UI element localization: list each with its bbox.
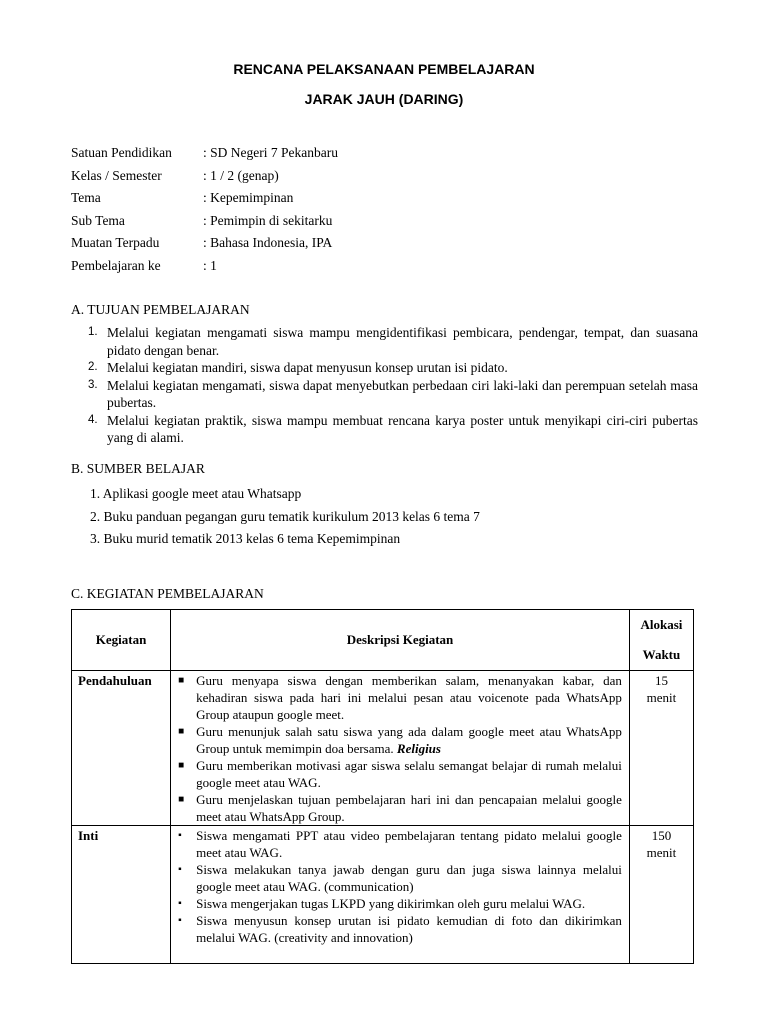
list-item: ▪ Siswa mengerjakan tugas LKPD yang dikirimkan oleh guru melalui WAG. [178, 896, 586, 911]
character-value: Religius [396, 741, 441, 756]
activity-steps [171, 827, 629, 946]
item-number: 4. [88, 413, 98, 426]
identity-label: Muatan Terpadu [71, 235, 160, 251]
bullet-square-icon: ▪ [178, 898, 182, 909]
item-number: 3. [88, 378, 98, 391]
section-a-heading: A. TUJUAN PEMBELAJARAN [71, 302, 250, 317]
list-item: 1. Aplikasi google meet atau Whatsapp [90, 486, 302, 501]
item-text: Melalui kegiatan mengamati siswa mampu mengidentifikasi pembicara, pendengar, tempat, dan suasana pidato dengan benar. [107, 325, 698, 358]
item-text: Melalui kegiatan mengamati, siswa dapat menyebutkan perbedaan ciri laki-laki dan perempuan setelah masa pubertas. [107, 377, 698, 410]
bullet-square-icon: ■ [178, 726, 185, 737]
header-waktu: Waktu [642, 647, 681, 662]
identity-value: : 1 / 2 (genap) [203, 167, 279, 183]
time-allocation: 150 menit [629, 826, 693, 964]
identity-value: : Kepemimpinan [203, 190, 294, 206]
identity-value: : 1 [203, 257, 217, 273]
bullet-square-icon: ▪ [178, 830, 182, 841]
list-item [88, 359, 698, 377]
section-b-heading: B. SUMBER BELAJAR [71, 461, 205, 476]
list-item: ■ Guru menjelaskan tujuan pembelajaran hari ini dan pencapaian melalui google meet atau WhatsApp Group. [178, 792, 622, 824]
identity-label: Kelas / Semester [71, 167, 162, 183]
bullet-square-icon: ■ [178, 794, 185, 805]
table-header-row [72, 610, 694, 671]
identity-row [71, 234, 338, 257]
bullet-square-icon: ■ [178, 675, 185, 686]
list-item: ■ Guru menunjuk salah satu siswa yang ada dalam google meet atau WhatsApp Group untuk memimpin doa bersama. Religius [178, 724, 622, 756]
list-item: 3. Buku murid tematik 2013 kelas 6 tema Kepemimpinan [90, 531, 401, 546]
activity-steps [171, 672, 629, 825]
bullet-square-icon: ▪ [178, 915, 182, 926]
list-item: 2. Buku panduan pegangan guru tematik kurikulum 2013 kelas 6 tema 7 [90, 508, 480, 524]
list-item [88, 412, 698, 447]
header-deskripsi: Deskripsi Kegiatan [171, 610, 630, 671]
section-c-heading: C. KEGIATAN PEMBELAJARAN [71, 586, 264, 601]
identity-label: Pembelajaran ke [71, 257, 161, 273]
identity-value: : Bahasa Indonesia, IPA [203, 235, 333, 251]
learning-goals-list [88, 324, 698, 447]
document-subtitle: JARAK JAUH (DARING) [304, 91, 464, 107]
identity-row [71, 189, 338, 212]
identity-row [71, 257, 338, 280]
header-alokasi: Alokasi [640, 617, 683, 632]
item-text: Melalui kegiatan praktik, siswa mampu membuat rencana karya poster untuk menyikapi ciri-ciri pubertas yang di alami. [107, 412, 698, 445]
identity-row [71, 167, 338, 190]
list-item [88, 324, 698, 359]
list-item: ■ Guru memberikan motivasi agar siswa selalu semangat belajar di rumah melalui google meet atau WAG. [178, 758, 622, 790]
item-number: 1. [88, 326, 98, 338]
learning-sources-list [90, 485, 480, 553]
time-allocation: 15 menit [629, 671, 693, 826]
activity-description [171, 671, 630, 826]
identity-label: Sub Tema [71, 212, 125, 228]
phase-label: Pendahuluan [72, 671, 171, 826]
identity-row [71, 144, 338, 167]
activities-table [71, 609, 694, 964]
item-number: 2. [88, 361, 98, 373]
list-item [88, 377, 698, 412]
bullet-square-icon: ■ [178, 760, 185, 771]
list-item: ▪ Siswa menyusun konsep urutan isi pidato kemudian di foto dan dikirimkan melalui WAG. (creativity and innovation) [178, 913, 622, 945]
identity-label: Satuan Pendidikan [71, 145, 172, 160]
identity-value: : Pemimpin di sekitarku [203, 212, 333, 228]
identity-label: Tema [71, 190, 101, 206]
table-row [72, 826, 694, 964]
activity-description [171, 826, 630, 964]
identity-block [71, 144, 338, 280]
list-item: ▪ Siswa melakukan tanya jawab dengan guru dan juga siswa lainnya melalui google meet atau WAG. (communication) [178, 862, 622, 894]
bullet-square-icon: ▪ [178, 864, 182, 875]
list-item: ▪ Siswa mengamati PPT atau video pembelajaran tentang pidato melalui google meet atau WAG. [178, 828, 622, 860]
document-title: RENCANA PELAKSANAAN PEMBELAJARAN [233, 61, 535, 77]
header-kegiatan: Kegiatan [72, 610, 171, 671]
identity-value: : SD Negeri 7 Pekanbaru [203, 145, 338, 160]
list-item: ■ Guru menyapa siswa dengan memberikan salam, menanyakan kabar, dan kehadiran siswa pada hari ini melalui pesan atau voicenote pada WhatsApp Group ataupun google meet. [178, 673, 622, 722]
phase-label: Inti [72, 826, 171, 964]
identity-row [71, 212, 338, 235]
item-text: Melalui kegiatan mandiri, siswa dapat menyusun konsep urutan isi pidato. [107, 360, 508, 375]
header-alokasi-waktu [629, 610, 693, 671]
table-row [72, 671, 694, 826]
